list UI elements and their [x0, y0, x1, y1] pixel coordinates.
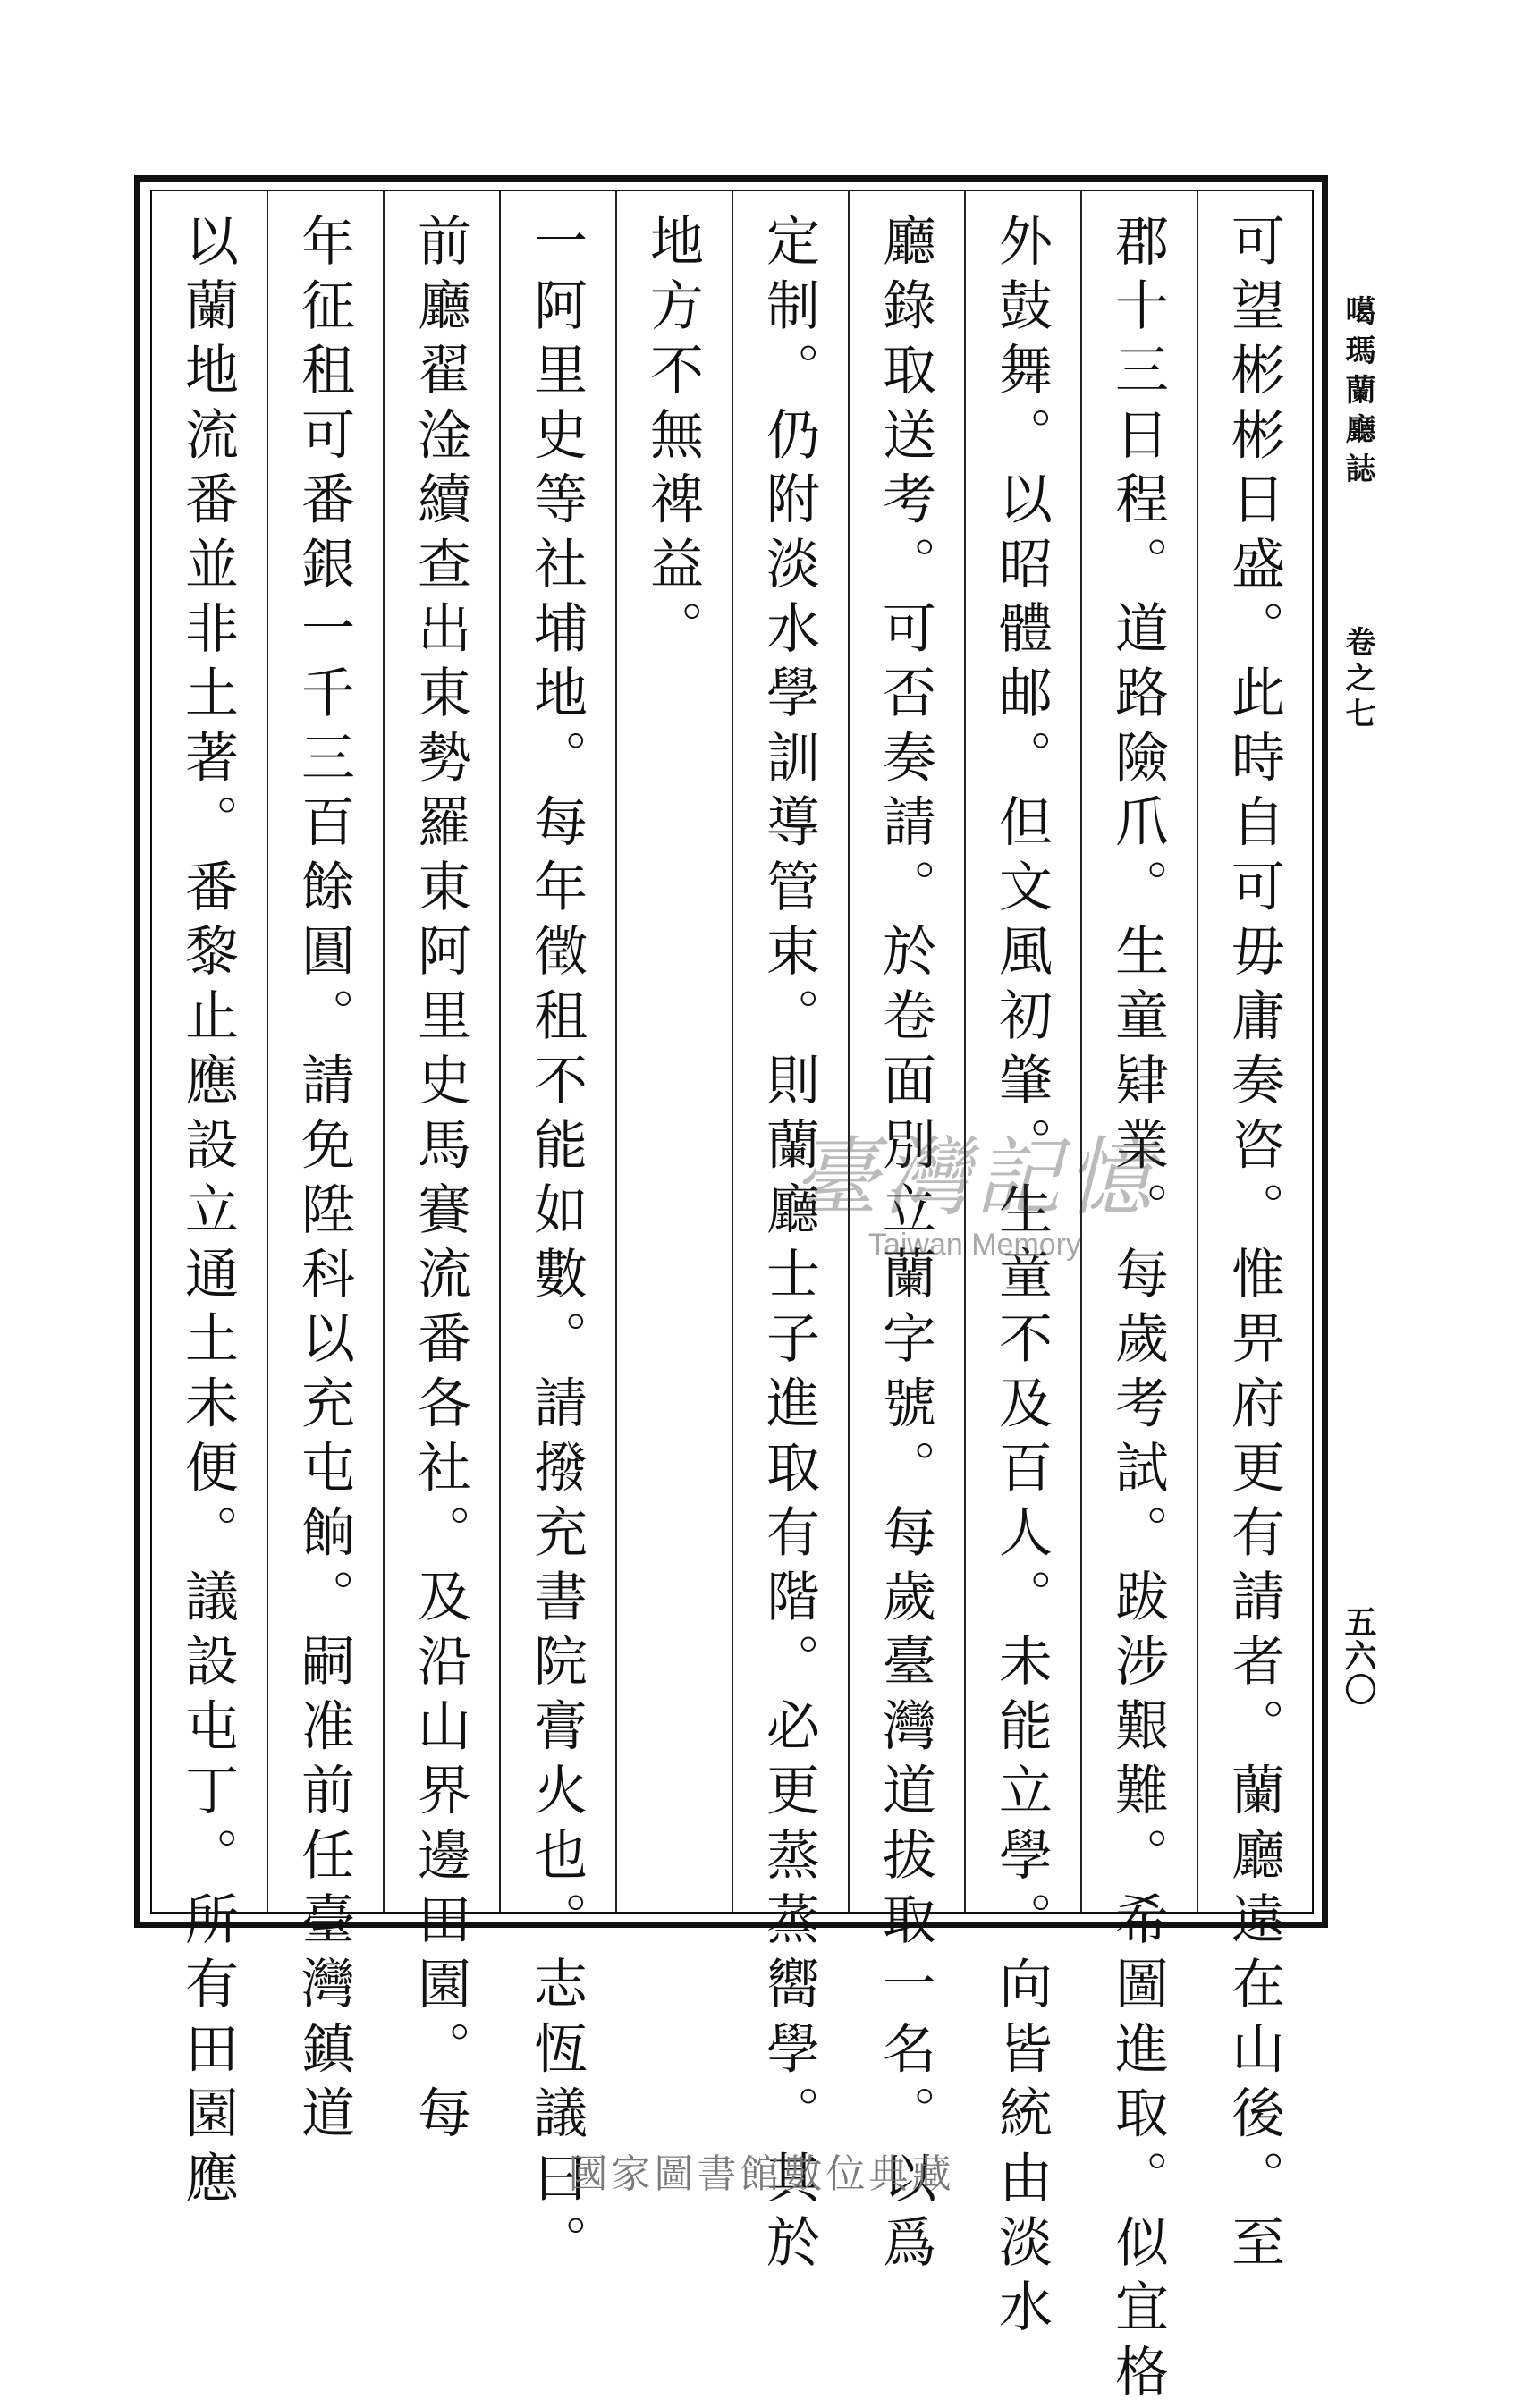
- page-number: 五六〇: [1340, 1605, 1377, 1707]
- column-rule: [1080, 191, 1082, 1912]
- text-column: 定制。仍附淡水學訓導管束。則蘭廳士子進取有階。必更蒸蒸嚮學。其於: [757, 213, 820, 2279]
- column-rule: [732, 191, 733, 1912]
- column-rule: [1197, 191, 1198, 1912]
- column-rule: [848, 191, 850, 1912]
- text-column: 前廳翟淦續查出東勢羅東阿里史馬賽流番各社。及沿山界邊田園。每: [409, 213, 471, 2150]
- column-rule: [499, 191, 501, 1912]
- watermark-sub: Taiwan Memory: [867, 1228, 1082, 1262]
- text-column: 地方不無禆益。: [641, 213, 704, 665]
- text-column: 以蘭地流番並非土著。番黎止應設立通土未便。議設屯丁。所有田園應: [176, 213, 239, 2215]
- text-column: 廳錄取送考。可否奏請。於卷面別立蘭字號。每歲臺灣道拔取一名。以爲: [874, 213, 936, 2279]
- text-column: 一阿里史等社埔地。每年徵租不能如數。請撥充書院膏火也。志恆議曰。: [525, 213, 588, 2279]
- column-rule: [964, 191, 966, 1912]
- text-column: 可望彬彬日盛。此時自可毋庸奏咨。惟畀府更有請者。蘭廳遠在山後。至: [1223, 213, 1285, 2279]
- footer-source: 國家圖書館數位典藏: [568, 2151, 955, 2197]
- column-rule: [383, 191, 385, 1912]
- watermark-main: 臺灣記憶: [792, 1128, 1157, 1228]
- column-rule: [267, 191, 268, 1912]
- column-rule: [615, 191, 617, 1912]
- book-title: 噶瑪蘭廳誌: [1340, 295, 1375, 492]
- text-column: 年征租可番銀一千三百餘圓。請免陞科以充屯餉。嗣准前任臺灣鎮道: [292, 213, 355, 2150]
- text-column: 外鼓舞。以昭體邮。但文風初肇。生童不及百人。未能立學。向皆統由淡水: [990, 213, 1053, 2344]
- volume-label: 卷之七: [1340, 626, 1375, 733]
- watermark: [742, 1128, 1207, 1263]
- text-column: 郡十三日程。道路險爪。生童肄業。每歲考試。跋涉艱難。希圖進取。似宜格: [1106, 213, 1169, 2408]
